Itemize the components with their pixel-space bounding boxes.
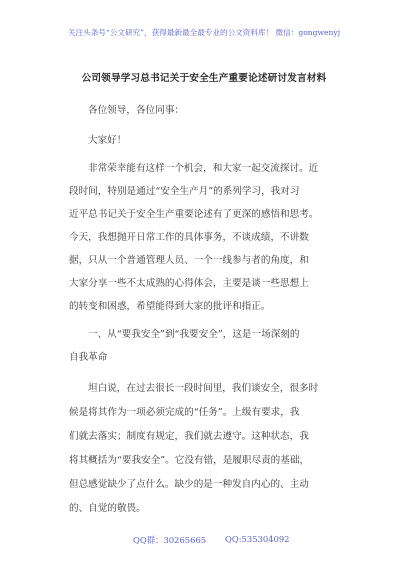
- section-heading-line: 一、从“要我安全”到“我要安全”，这是一场深刻的: [88, 329, 300, 340]
- section-body-line: 的、自觉的敬畏。: [69, 503, 146, 514]
- section-body-line: 候是将其作为一项必须完成的“任务”。上级有要求，我: [69, 407, 300, 418]
- intro-line: 近平总书记关于安全生产重要论述有了更深的感悟和思考。: [69, 209, 319, 220]
- section-body-line: 坦白说，在过去很长一段时间里，我们谈安全，很多时: [88, 383, 319, 394]
- footer-contact: [0, 534, 408, 548]
- section-body-line: 但总感觉缺少了点什么。缺少的是一种发自内心的、主动: [69, 479, 309, 490]
- intro-line: 据，只从一个普通管理人员、一个一线参与者的角度，和: [69, 255, 309, 266]
- intro-line: 非常荣幸能有这样一个机会，和大家一起交流探讨。近: [88, 163, 319, 174]
- footer-qq-group: QQ群：30265665: [133, 535, 207, 545]
- footer-qq: QQ:535304092: [225, 534, 290, 544]
- intro-line: 大家分享一些不太成熟的心得体会，主要是谈一些思想上: [69, 278, 309, 289]
- salutation: 各位领导，各位同事：: [88, 105, 184, 116]
- intro-line: 今天，我想抛开日常工作的具体事务，不谈成绩，不讲数: [69, 232, 309, 243]
- intro-line: 的转变和困惑，希望能得到大家的批评和指正。: [69, 301, 271, 312]
- section-heading-line: 自我革命: [69, 352, 108, 363]
- header-notice: 关注头条号“公文研究”，获得最新最全最专业的公文资料库！ 微信：gongwenyj: [67, 28, 341, 37]
- document-title: 公司领导学习总书记关于安全生产重要论述研讨发言材料: [81, 73, 327, 84]
- greeting: 大家好！: [88, 135, 127, 146]
- intro-line: 段时间，特别是通过“安全生产月”的系列学习，我对习: [69, 186, 300, 197]
- section-body-line: 将其概括为“要我安全”。它没有错，是履职尽责的基础，: [69, 455, 310, 466]
- section-body-line: 们就去落实；制度有规定，我们就去遵守。这种状态，我: [69, 431, 309, 442]
